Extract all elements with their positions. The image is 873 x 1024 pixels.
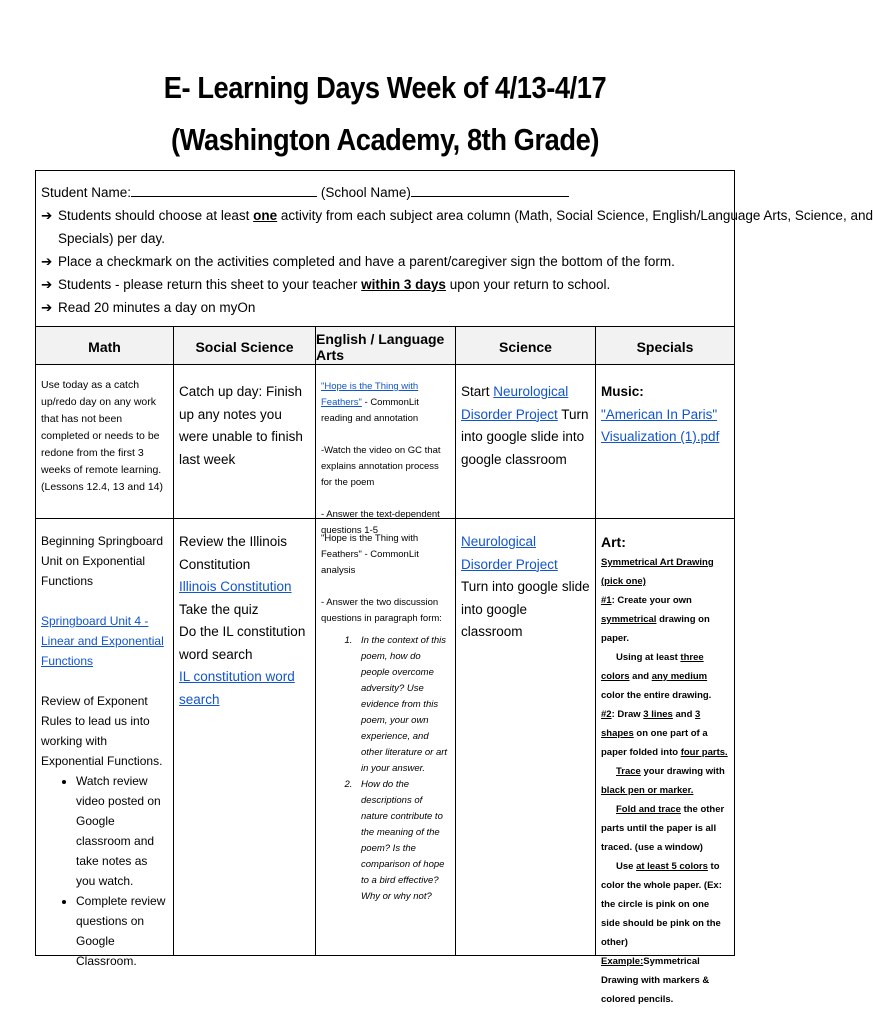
il-word-search-link[interactable]: IL constitution word search xyxy=(179,669,295,707)
school-name-blank[interactable] xyxy=(411,181,569,197)
school-name-label: (School Name) xyxy=(320,185,411,200)
row2-ela: "Hope is the Thing with Feathers" - CommonLit analysis - Answer the two discussion questions in paragraph form: 1. In the context of this poem, how do people overcome adversity? Use evidence from this poem, your own experience, and other literature or art in your answer. 2. How do the descriptions of nature contribute to the meaning of the poem? Is the comparison of hope to a bird effective? Why or why not? xyxy=(316,525,455,905)
neuro-project-link[interactable]: Neurological Disorder Project xyxy=(461,384,569,422)
il-constitution-link[interactable]: Illinois Constitution xyxy=(179,579,292,594)
instructions-header xyxy=(36,171,873,326)
arrow-right-icon: ➔ xyxy=(41,300,53,315)
row2-science: Neurological Disorder Project Turn into google slide into google classroom xyxy=(456,525,595,644)
student-name-blank[interactable] xyxy=(131,181,317,197)
col-social-science: Social Science xyxy=(195,339,294,355)
list-item: • Complete review questions on Google Classroom. xyxy=(76,891,168,971)
page-subtitle: (Washington Academy, 8th Grade) xyxy=(171,122,599,157)
instruction-3: ➔ Students - please return this sheet to your teacher within 3 days upon your return to school. xyxy=(41,273,734,296)
springboard-unit4-link[interactable]: Springboard Unit 4 - Linear and Exponential Functions xyxy=(41,614,164,668)
instruction-4: ➔ Read 20 minutes a day on myOn xyxy=(41,296,734,319)
instruction-1-continued: Specials) per day. xyxy=(58,231,166,246)
row2-social: Review the Illinois Constitution Illinois Constitution Take the quiz Do the IL constitution word search IL constitution word search xyxy=(174,525,315,711)
row1-math: Use today as a catch up/redo day on any work that has not been completed or needs to be redone from the first 3 weeks of remote learning. (Lessons 12.4, 13 and 14) xyxy=(41,379,164,493)
instruction-2: ➔ Place a checkmark on the activities completed and have a parent/caregiver sign the bottom of the form. xyxy=(41,250,734,273)
row1-social: Catch up day: Finish up any notes you were unable to finish last week xyxy=(179,384,303,467)
col-ela: English / Language Arts xyxy=(316,331,445,363)
arrow-right-icon: ➔ xyxy=(41,254,53,269)
col-math: Math xyxy=(88,339,121,355)
list-item: 2. How do the descriptions of nature contribute to the meaning of the poem? Is the comparison of hope to a bird effective? Why or why not? xyxy=(355,777,450,905)
row2-specials: Art: Symmetrical Art Drawing (pick one) #1: Create your own symmetrical drawing on paper. Using at least three colors and any medium color the entire drawing. #2: Draw 3 lines and 3 shapes on one part of a paper folded into four parts. Trace your drawing with black pen or marker. Fold and trace the other parts until the paper is all traced. (use a window) Use at least 5 colors to color the whole paper. (Ex: the circle is pink on one side should be pink on the other) Example:Symmetrical Drawing with markers & colored pencils. xyxy=(601,534,728,1005)
american-in-paris-link[interactable]: "American In Paris" xyxy=(601,406,718,422)
col-science: Science xyxy=(499,339,552,355)
list-item: 1. In the context of this poem, how do people overcome adversity? Use evidence from this poem, your own experience, and other literature or art in your answer. xyxy=(355,633,450,777)
row1-science: Start Neurological Disorder Project Turn into google slide into google classroom xyxy=(461,384,589,467)
row2-math: Beginning Springboard Unit on Exponential Functions Springboard Unit 4 - Linear and Exponential Functions Review of Exponent Rules to lead us into working with Exponential Functions. • Watch review video posted on Google classroom and take notes as you watch. • Complete review questions on Google Classroom. xyxy=(36,525,173,971)
neuro-project-link-2[interactable]: Neurological Disorder Project xyxy=(461,534,558,572)
instruction-1: ➔ Students should choose at least one activity from each subject area column (Math, Social Science, English/Language Arts, Science, and xyxy=(41,204,734,227)
col-specials: Specials xyxy=(636,339,694,355)
page-title: E- Learning Days Week of 4/13-4/17 xyxy=(163,70,607,105)
student-name-label: Student Name: xyxy=(41,185,132,200)
list-item: • Watch review video posted on Google classroom and take notes as you watch. xyxy=(76,771,168,891)
row1-ela: "Hope is the Thing with Feathers" - CommonLit reading and annotation -Watch the video on GC that explains annotation process for the poem - Answer the text-dependent questions 1-5 xyxy=(321,381,441,536)
name-fields xyxy=(41,181,734,204)
arrow-right-icon: ➔ xyxy=(41,277,53,292)
row1-specials: Music: "American In Paris" Visualization (1).pdf xyxy=(596,375,734,449)
arrow-right-icon: ➔ xyxy=(41,208,53,223)
visualization-pdf-link[interactable]: Visualization (1).pdf xyxy=(601,429,720,444)
hope-feathers-link[interactable]: "Hope is the Thing with Feathers" xyxy=(321,381,419,408)
activity-sheet xyxy=(35,170,873,1005)
